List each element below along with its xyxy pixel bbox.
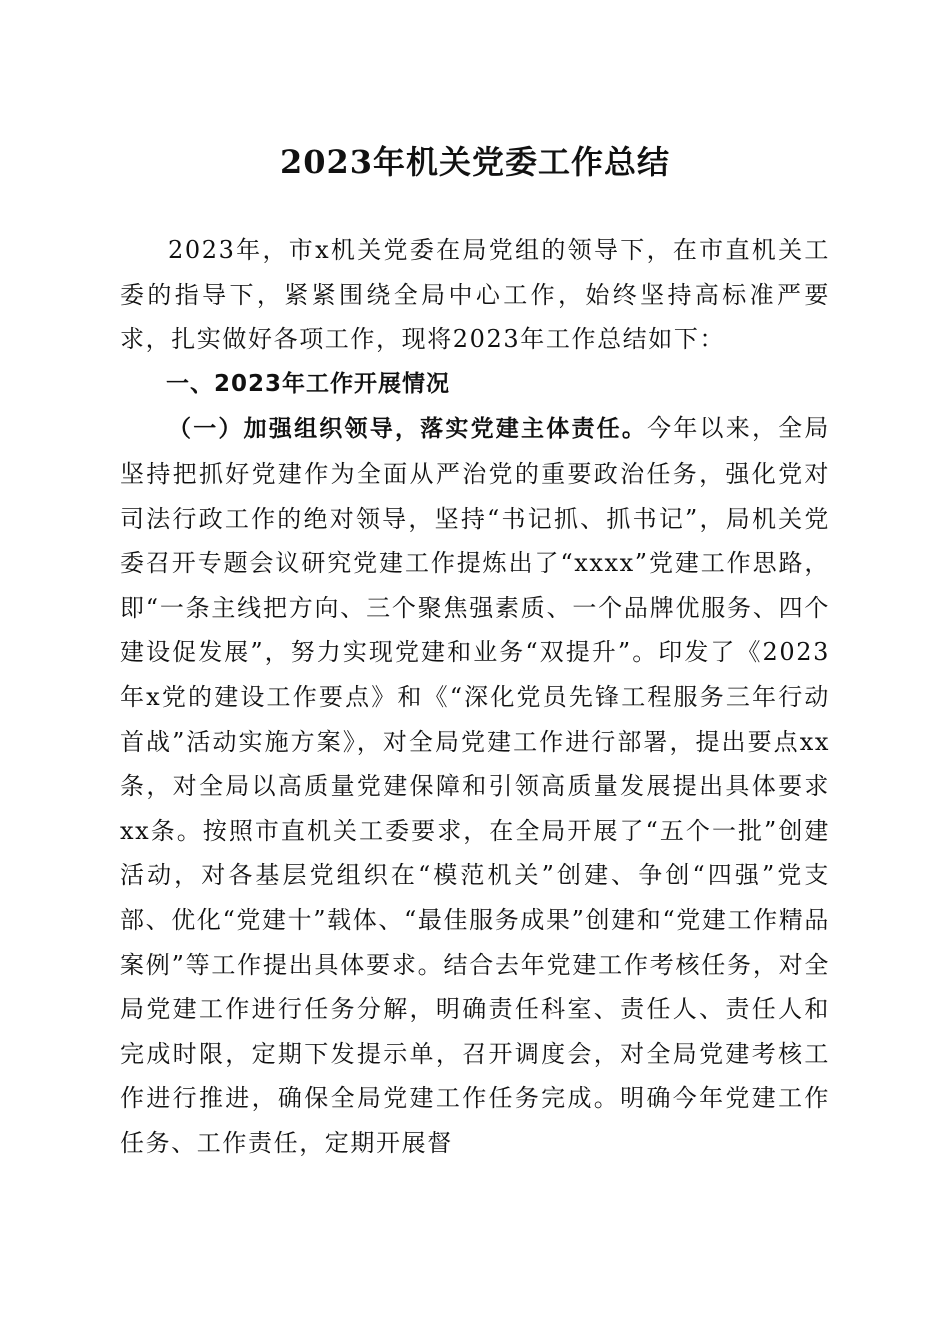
subsection-lead: （一）加强组织领导，落实党建主体责任。 — [168, 416, 648, 443]
subsection-paragraph — [120, 406, 830, 1165]
subsection-body: 今年以来，全局坚持把抓好党建作为全面从严治党的重要政治任务，强化党对司法行政工作的绝对领导，坚持“书记抓、抓书记”，局机关党委召开专题会议研究党建工作提炼出了“xxxx”党建工作思路，即“一条主线把方向、三个聚焦强素质、一个品牌优服务、四个建设促发展”，努力实现党建和业务“双提升”。印发了《2023年x党的建设工作要点》和《“深化党员先锋工程服务三年行动首战”活动实施方案》，对全局党建工作进行部署，提出要点xx条，对全局以高质量党建保障和引领高质量发展提出具体要求xx条。按照市直机关工委要求，在全局开展了“五个一批”创建活动，对各基层党组织在“模范机关”创建、争创“四强”党支部、优化“党建十”载体、“最佳服务成果”创建和“党建工作精品案例”等工作提出具体要求。结合去年党建工作考核任务，对全局党建工作进行任务分解，明确责任科室、责任人、责任人和完成时限，定期下发提示单，召开调度会，对全局党建考核工作进行推进，确保全局党建工作任务完成。明确今年党建工作任务、工作责任，定期开展督 — [120, 414, 831, 1157]
document-body — [120, 228, 830, 1165]
intro-paragraph: 2023年，市x机关党委在局党组的领导下，在市直机关工委的指导下，紧紧围绕全局中心工作，始终坚持高标准严要求，扎实做好各项工作，现将2023年工作总结如下： — [120, 236, 830, 354]
document-title: 2023年机关党委工作总结 — [279, 143, 671, 181]
section-heading: 一、2023年工作开展情况 — [166, 370, 451, 397]
